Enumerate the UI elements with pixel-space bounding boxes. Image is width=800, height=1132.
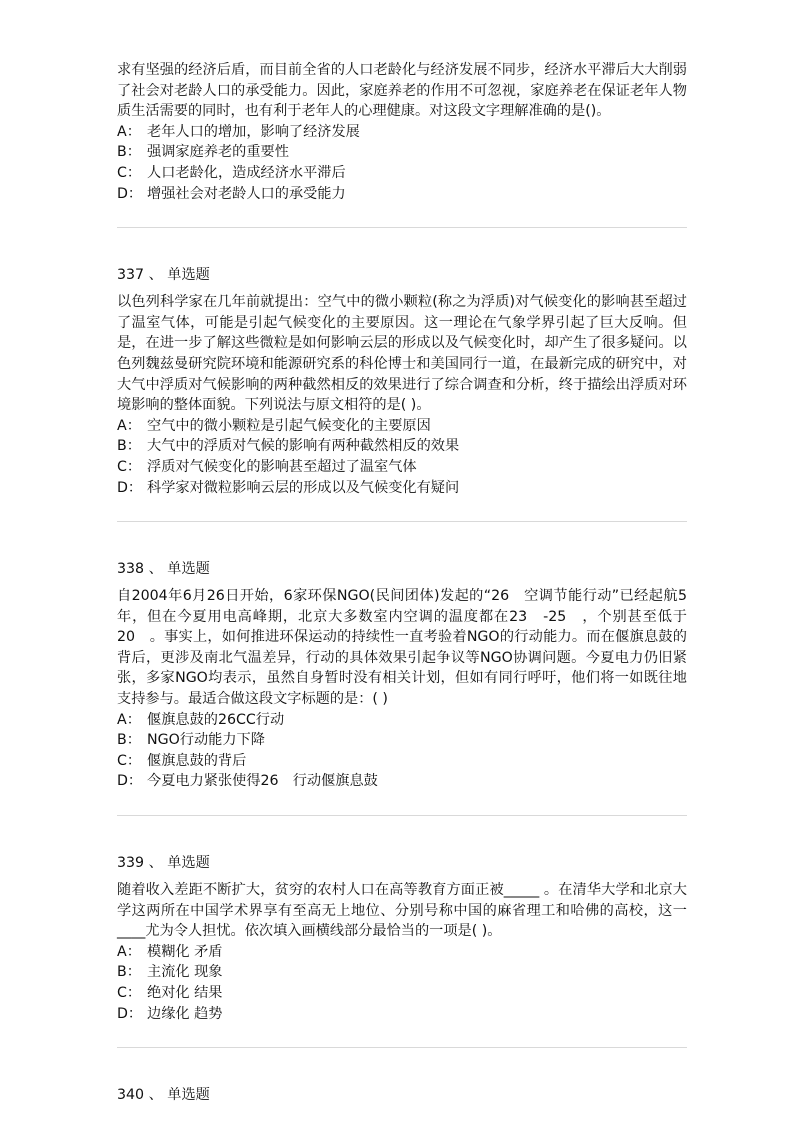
divider xyxy=(117,1047,687,1048)
question-text: 自2004年6月26日开始，6家环保NGO(民间团体)发起的“26 空调节能行动”已经起航5年，但在今夏用电高峰期，北京大多数室内空调的温度都在23 -25 ，个别甚至低于20 。事实上，如何推进环保运动的持续性一直考验着NGO的行动能力。而在偃旗息鼓的背后，更涉及南北气温差异，行动的具体效果引起争议等NGO协调问题。今夏电力仍旧紧张，多家NGO均表示，虽然自身暂时没有相关计划，但如有同行呼吁，他们将一如既往地支持参与。最适合做这段文字标题的是：( ) xyxy=(117,588,687,708)
option-d[interactable]: D： 今夏电力紧张使得26 行动偃旗息鼓 xyxy=(117,773,378,790)
question-text: 随着收入差距不断扩大，贫穷的农村人口在高等教育方面正被_____ 。在清华大学和北京大学这两所在中国学术界享有至高无上地位、分别号称中国的麻省理工和哈佛的高校，这一____尤为令人担忧。依次填入画横线部分最恰当的一项是( )。 xyxy=(117,882,687,940)
question-header: 340 、 单选题 xyxy=(117,1087,210,1104)
option-d[interactable]: D： 科学家对微粒影响云层的形成以及气候变化有疑问 xyxy=(117,479,460,496)
option-a[interactable]: A： 偃旗息鼓的26CC行动 xyxy=(117,711,285,728)
option-b[interactable]: B： 大气中的浮质对气候的影响有两种截然相反的效果 xyxy=(117,438,460,455)
question-336-continuation xyxy=(117,60,687,228)
question-text: 以色列科学家在几年前就提出：空气中的微小颗粒(称之为浮质)对气候变化的影响甚至超过了温室气体，可能是引起气候变化的主要原因。这一理论在气象学界引起了巨大反响。但是，在进一步了解这些微粒是如何影响云层的形成以及气候变化时，却产生了很多疑问。以色列魏兹曼研究院环境和能源研究系的科伦博士和美国同行一道，在最新完成的研究中，对大气中浮质对气候影响的两种截然相反的效果进行了综合调查和分析，终于描绘出浮质对环境影响的整体面貌。下列说法与原文相符的是( )。 xyxy=(117,294,687,414)
option-c[interactable]: C： 人口老龄化，造成经济水平滞后 xyxy=(117,164,346,181)
option-c[interactable]: C： 偃旗息鼓的背后 xyxy=(117,752,247,769)
option-b[interactable]: B： 强调家庭养老的重要性 xyxy=(117,144,289,161)
question-document xyxy=(117,60,687,1112)
option-a[interactable]: A： 老年人口的增加，影响了经济发展 xyxy=(117,123,360,140)
divider xyxy=(117,227,687,228)
question-337 xyxy=(117,265,687,522)
option-c[interactable]: C： 浮质对气候变化的影响甚至超过了温室气体 xyxy=(117,458,417,475)
question-338 xyxy=(117,559,687,816)
option-d[interactable]: D： 边缘化 趋势 xyxy=(117,1005,223,1022)
option-a[interactable]: A： 空气中的微小颗粒是引起气候变化的主要原因 xyxy=(117,417,431,434)
question-text: 求有坚强的经济后盾，而目前全省的人口老龄化与经济发展不同步，经济水平滞后大大削弱了社会对老龄人口的承受能力。因此，家庭养老的作用不可忽视，家庭养老在保证老年人物质生活需要的同时，也有利于老年人的心理健康。对这段文字理解准确的是()。 xyxy=(117,62,687,120)
option-c[interactable]: C： 绝对化 结果 xyxy=(117,985,223,1001)
option-d[interactable]: D： 增强社会对老龄人口的承受能力 xyxy=(117,185,346,202)
divider xyxy=(117,815,687,816)
question-header: 338 、 单选题 xyxy=(117,561,210,578)
option-b[interactable]: B： NGO行动能力下降 xyxy=(117,732,265,749)
divider xyxy=(117,521,687,522)
option-b[interactable]: B： 主流化 现象 xyxy=(117,964,223,981)
question-340 xyxy=(117,1085,687,1105)
question-header: 337 、 单选题 xyxy=(117,267,210,284)
question-339 xyxy=(117,853,687,1048)
question-header: 339 、 单选题 xyxy=(117,855,210,872)
option-a[interactable]: A： 模糊化 矛盾 xyxy=(117,943,223,960)
